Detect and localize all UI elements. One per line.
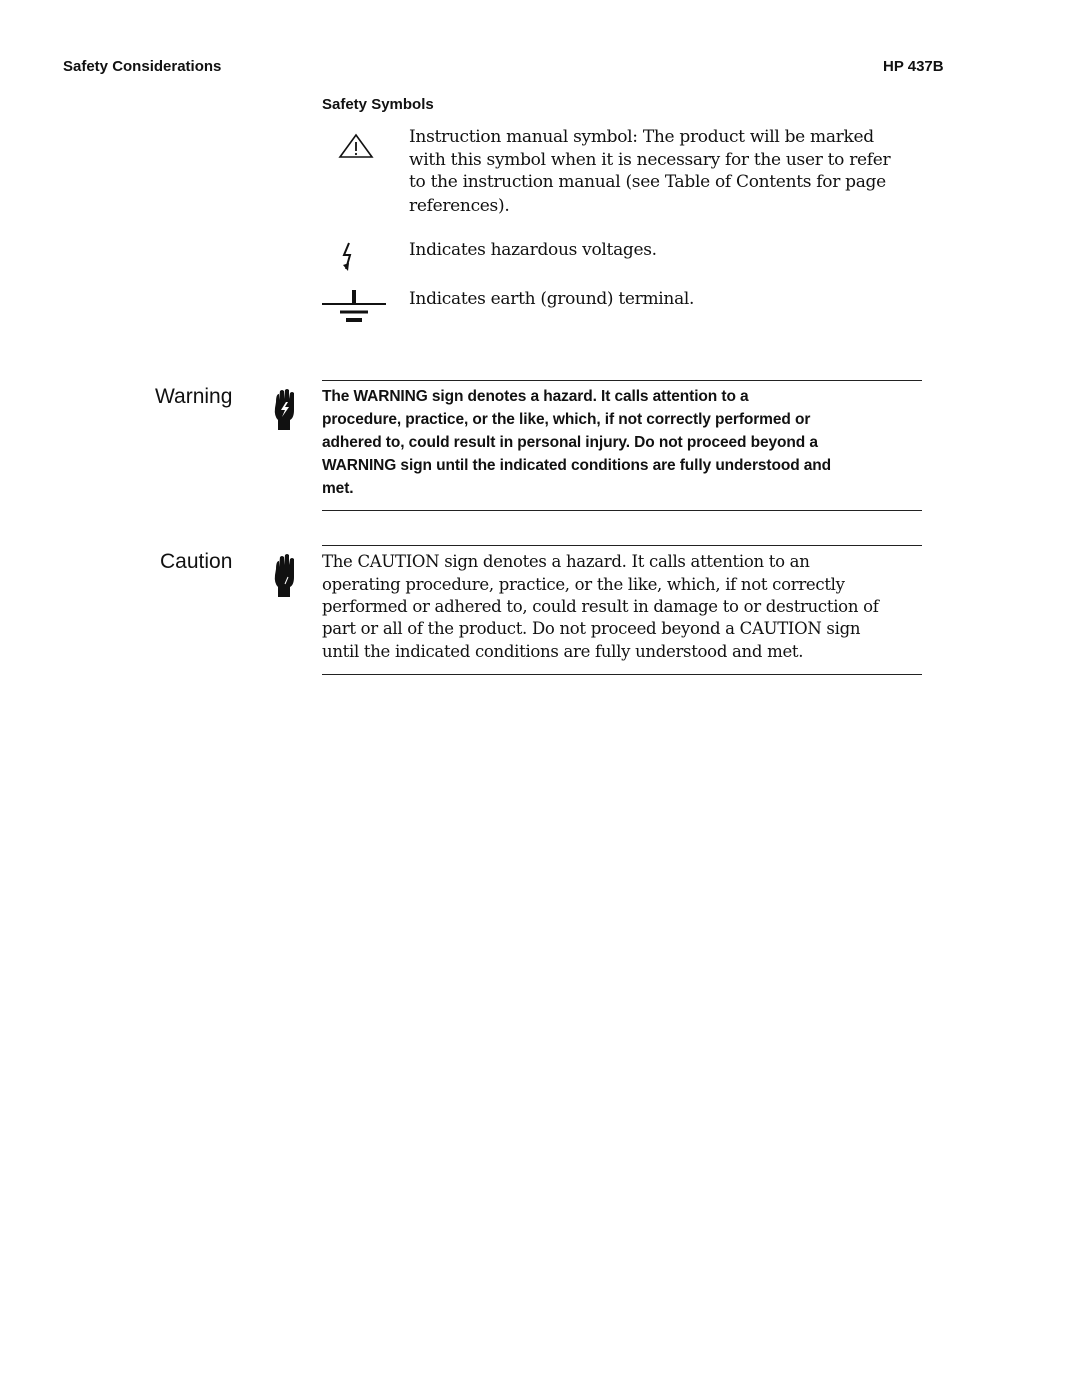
instruction-manual-line: Instruction manual symbol: The product will be marked (409, 127, 874, 147)
hazardous-voltage-icon (340, 241, 356, 273)
caution-label: Caution (160, 550, 233, 573)
section-title: Safety Considerations (63, 58, 222, 75)
warning-text-line: The WARNING sign denotes a hazard. It calls attention to a (322, 388, 749, 405)
caution-text-line: operating procedure, practice, or the like, which, if not correctly (322, 575, 845, 594)
warning-text-line: WARNING sign until the indicated conditions are fully understood and (322, 457, 832, 474)
caution-text-line: performed or adhered to, could result in damage to or destruction of (322, 597, 879, 616)
caution-text-line: The CAUTION sign denotes a hazard. It calls attention to an (322, 552, 810, 571)
caution-text-line: part or all of the product. Do not proceed beyond a CAUTION sign (322, 619, 861, 638)
instruction-manual-line: to the instruction manual (see Table of Contents for page (409, 172, 886, 192)
instruction-manual-line: with this symbol when it is necessary for the user to refer (409, 150, 891, 170)
safety-symbols-heading: Safety Symbols (322, 96, 434, 113)
caution-bottom-rule (322, 674, 922, 675)
warning-text-line: met. (322, 480, 354, 497)
model-number: HP 437B (883, 58, 944, 75)
caution-top-rule (322, 545, 922, 546)
warning-hand-icon (272, 388, 298, 432)
caution-hand-icon (272, 553, 298, 599)
warning-bottom-rule (322, 510, 922, 511)
caution-text-line: until the indicated conditions are fully understood and met. (322, 642, 804, 661)
warning-text-line: adhered to, could result in personal injury. Do not proceed beyond a (322, 434, 818, 451)
earth-ground-text: Indicates earth (ground) terminal. (409, 289, 695, 309)
instruction-manual-line: references). (409, 196, 510, 216)
instruction-manual-triangle-icon (338, 133, 374, 159)
warning-text-line: procedure, practice, or the like, which, if not correctly performed or (322, 411, 811, 428)
earth-ground-icon (320, 288, 388, 328)
warning-top-rule (322, 380, 922, 381)
warning-label: Warning (155, 385, 233, 408)
hazardous-voltage-text: Indicates hazardous voltages. (409, 240, 657, 260)
